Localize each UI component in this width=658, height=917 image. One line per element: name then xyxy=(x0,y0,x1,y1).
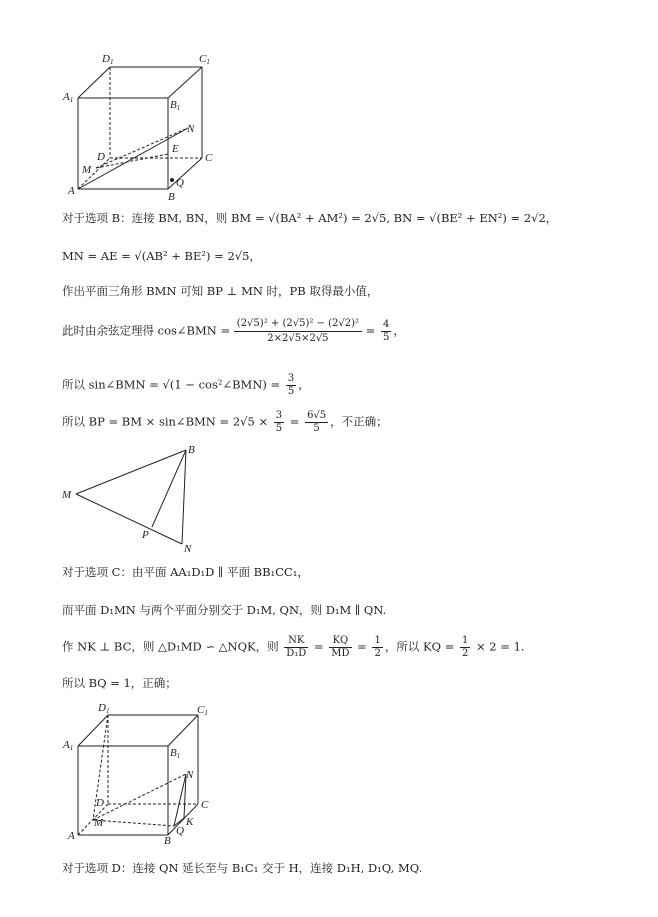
label-B1: B1 xyxy=(170,99,181,112)
label-N: N xyxy=(187,123,195,135)
label-D: D xyxy=(96,797,104,809)
cube-figure-1 xyxy=(60,48,240,200)
text-line-9: 作 NK ⊥ BC，则 △D₁MD ∽ △NQK，则 $\frac{NK}{\text{D₁D}}$ = $\frac{KQ}{MD}$ = $\frac{1}{2}$ ，所以 KQ = $\frac{1}{2}$ × 2 = 1. xyxy=(62,635,525,659)
text-line-2: MN = AE = √(AB² + BE²) = 2√5， xyxy=(62,249,261,263)
label-Q: Q xyxy=(176,825,184,837)
text-line-10: 所以 BQ = 1，正确； xyxy=(62,676,177,690)
label-D1: D1 xyxy=(98,702,110,715)
label-B: B xyxy=(188,444,195,456)
label-A: A xyxy=(68,185,75,197)
label-M: M xyxy=(94,817,104,829)
label-C1: C1 xyxy=(199,53,210,66)
label-K: K xyxy=(186,816,194,828)
label-D: D xyxy=(97,151,105,163)
text-line-11: 对于选项 D：连接 QN 延长至与 B₁C₁ 交于 H，连接 D₁H, D₁Q, MQ. xyxy=(62,861,423,875)
text-line-8: 而平面 D₁MN 与两个平面分别交于 D₁M, QN，则 D₁M ∥ QN. xyxy=(62,603,387,617)
label-N: N xyxy=(186,769,194,781)
text-line-6: 所以 BP = BM × sin∠BMN = 2√5 × $\frac{3}{5}$ = $\frac{6√5}{5}$ ，不正确； xyxy=(62,410,388,434)
label-C: C xyxy=(201,799,209,811)
label-N: N xyxy=(184,543,192,555)
label-C1: C1 xyxy=(197,704,208,717)
label-D1: D1 xyxy=(102,53,114,66)
label-M: M xyxy=(62,489,72,501)
triangle-figure xyxy=(60,440,210,555)
label-B: B xyxy=(168,191,175,200)
label-M: M xyxy=(82,164,92,176)
text-line-7: 对于选项 C：由平面 AA₁D₁D ∥ 平面 BB₁CC₁， xyxy=(62,565,309,579)
text-line-3: 作出平面三角形 BMN 可知 BP ⊥ MN 时，PB 取得最小值， xyxy=(62,284,379,298)
label-B: B xyxy=(164,835,171,846)
cube-figure-2 xyxy=(60,698,240,846)
label-C: C xyxy=(205,152,213,164)
label-E: E xyxy=(172,143,179,155)
label-A: A xyxy=(68,830,75,842)
text-line-4: 此时由余弦定理得 cos∠BMN = $\frac{\text{(2√5)² + (2√5)² − (2√2)²}}{2\times 2√5\times 2√5}$ = $\frac{4}{5}$ ， xyxy=(62,318,405,344)
text-line-5: 所以 sin∠BMN = √(1 − cos²∠BMN) = $\frac{3}{5}$ ， xyxy=(62,373,310,397)
text-line-1: 对于选项 B：连接 BM, BN，则 BM = √(BA² + AM²) = 2√5, BN = √(BE² + EN²) = 2√2， xyxy=(62,211,558,225)
label-B1: B1 xyxy=(170,747,181,760)
label-A1: A1 xyxy=(63,739,74,752)
label-Q: Q xyxy=(176,177,184,189)
label-P: P xyxy=(142,529,149,541)
label-A1: A1 xyxy=(63,91,74,104)
